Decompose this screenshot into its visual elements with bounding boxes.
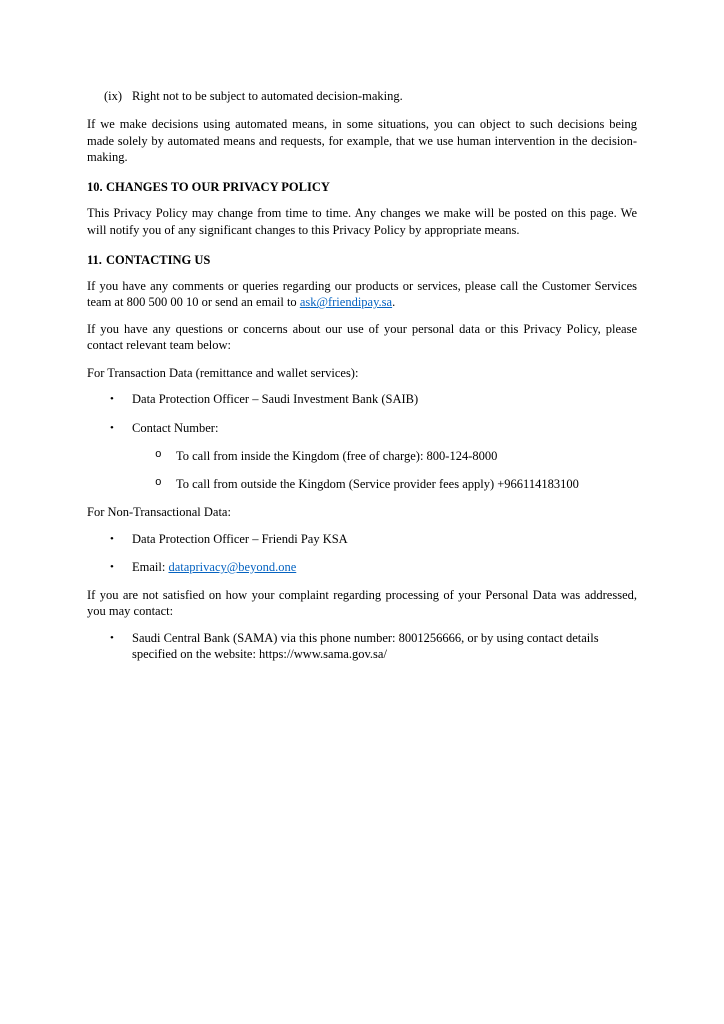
sub-bullet-icon: o: [155, 477, 162, 489]
list-item-text: [132, 559, 637, 575]
paragraph-customer-services: [87, 278, 637, 311]
bullet-icon: •: [110, 532, 114, 545]
paragraph-questions-concerns: If you have any questions or concerns about our use of your personal data or this Privacy Policy, please contact relevant team below:: [87, 321, 637, 352]
paragraph-automated-decisions: If we make decisions using automated means, in some situations, you can object to such decisions being made solely by automated means and requests, for example, that we use human intervention in the decision-making.: [87, 117, 637, 164]
bullet-icon: •: [110, 560, 114, 573]
section-number: 10.: [87, 180, 103, 194]
paragraph-complaint: If you are not satisfied on how your complaint regarding processing of your Personal Data was addressed, you may contact:: [87, 588, 637, 619]
list-item-call-outside-kingdom: [87, 476, 637, 492]
list-item-text: Saudi Central Bank (SAMA) via this phone number: 8001256666, or by using contact details specified on the website: https://www.sama.gov.sa/: [132, 630, 599, 661]
list-item-contact-number: [87, 420, 637, 436]
section-title: CHANGES TO OUR PRIVACY POLICY: [106, 180, 330, 194]
email-link-dataprivacy[interactable]: dataprivacy@beyond.one: [168, 559, 297, 574]
list-item-email: [87, 559, 637, 575]
list-item-text: Right not to be subject to automated decision-making.: [132, 89, 403, 103]
paragraph-text: If you have any comments or queries regarding our products or services, please call the Customer Services team at 800 500 00 10 or send an email to: [87, 279, 637, 310]
bullet-icon: •: [110, 421, 114, 434]
email-link-friendipay[interactable]: ask@friendipay.sa: [299, 295, 393, 310]
list-marker-ix: (ix): [104, 89, 123, 103]
bullet-icon: •: [110, 631, 114, 644]
list-item-text: To call from inside the Kingdom (free of charge): 800-124-8000: [176, 448, 498, 463]
list-item-sama: [87, 630, 637, 663]
list-item-text: To call from outside the Kingdom (Service provider fees apply) +966114183100: [176, 477, 579, 491]
bullet-icon: •: [110, 393, 114, 406]
paragraph-non-transactional-label: For Non-Transactional Data:: [87, 505, 231, 520]
list-item-dpo-friendi: [87, 531, 637, 547]
section-heading-changes: [87, 179, 637, 195]
list-item-text: Data Protection Officer – Saudi Investment Bank (SAIB): [132, 392, 419, 407]
paragraph-text: .: [392, 295, 396, 310]
paragraph-policy-changes: This Privacy Policy may change from time to time. Any changes we make will be posted on this page. We will notify you of any significant changes to this Privacy Policy by appropriate means.: [87, 206, 637, 237]
list-item-ix: [87, 88, 637, 104]
list-item-dpo-saib: [87, 391, 637, 407]
sub-bullet-icon: o: [155, 448, 162, 461]
list-item-call-inside-kingdom: [87, 448, 637, 464]
email-label: Email:: [132, 559, 169, 574]
section-number: 11.: [87, 252, 102, 267]
section-title: CONTACTING US: [106, 252, 211, 267]
list-item-text: Contact Number:: [132, 420, 219, 435]
paragraph-transaction-data-label: For Transaction Data (remittance and wallet services):: [87, 366, 359, 380]
list-item-text: Data Protection Officer – Friendi Pay KSA: [132, 531, 348, 546]
section-heading-contacting-us: [87, 252, 637, 268]
